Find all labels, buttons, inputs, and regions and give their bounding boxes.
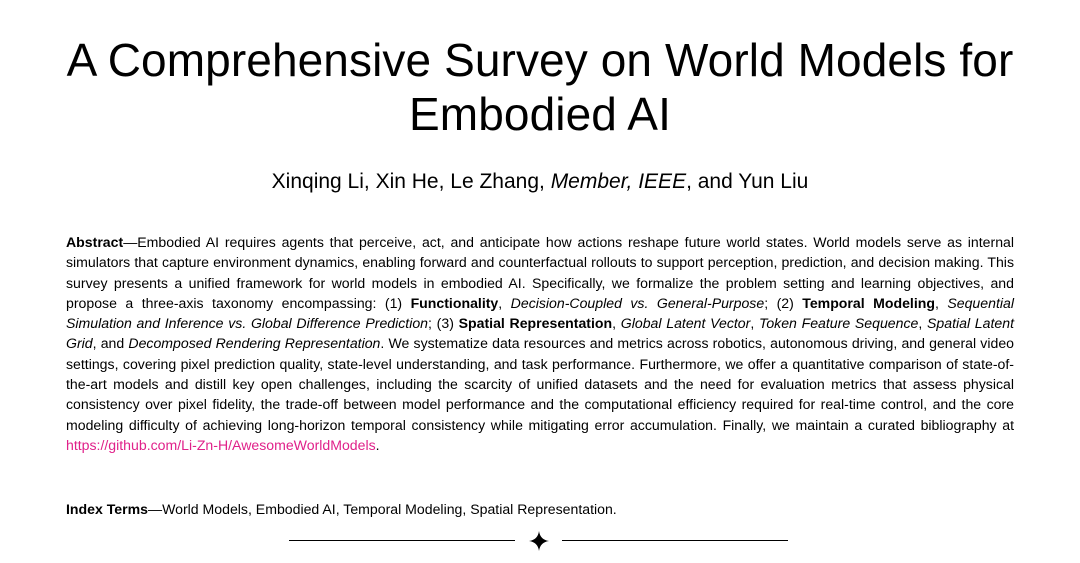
abstract-text: , and [92,335,129,352]
spatial-type-global-latent-vector: Global Latent Vector [620,315,751,332]
taxonomy-functionality: Functionality [410,294,499,311]
abstract-text: , [498,294,511,311]
author-names-last: , and Yun Liu [686,170,809,193]
divider-rule-left [289,540,515,541]
abstract-text: ; (2) [764,294,803,311]
abstract-text: Embodied AI requires agents that perceive, act, and anticipate how actions reshape future world states. World models serve as internal simulators that capture environment dynamics, enabling forward and counterfactual rollouts to support perception, prediction, and decision making. This survey presents a unified framework for world models in embodied AI. Specifically, we formalize the problem setting and learning objectives, and propose a three-axis taxonomy encompassing: (1) [66,234,1014,311]
section-divider [0,530,1080,552]
paper-title-line-1: A Comprehensive Survey on World Models for [66,34,1014,86]
abstract-text: , [612,315,621,332]
index-terms-dash: — [147,501,163,517]
abstract-text: , [934,294,948,311]
abstract-label: Abstract [66,234,124,250]
abstract-text: . We systematize data resources and metrics across robotics, autonomous driving, and general video settings, covering pixel prediction quality, state-level understanding, and task performance. Furthermore, we offer a quantitative comparison of state-of-the-art models and distill key open challenges, including the scarcity of unified datasets and the need for evaluation metrics that assess physical consistency over pixel fidelity, the trade-off between model performance and the computational efficiency required for real-time control, and the core modeling difficulty of achieving long-horizon temporal consistency while mitigating error accumulation. Finally, we maintain a curated bibliography at [66,335,1014,433]
taxonomy-temporal-modeling: Temporal Modeling [802,294,935,311]
spatial-type-decomposed-rendering: Decomposed Rendering Representation [128,335,381,352]
index-terms [66,499,1014,519]
index-terms-text: World Models, Embodied AI, Temporal Modeling, Spatial Representation. [162,501,617,517]
spatial-type-spatial-latent-grid: Spatial Latent Grid [66,315,1014,352]
abstract-text: , [918,315,927,332]
abstract-text: . [375,436,380,453]
abstract [66,232,1014,455]
taxonomy-temporal-types: Sequential Simulation and Inference vs. Global Difference Prediction [66,294,1014,332]
author-list [0,169,1080,195]
author-membership: Member, IEEE [550,170,687,193]
abstract-dash: — [123,234,138,250]
taxonomy-functionality-types: Decision-Coupled vs. General-Purpose [510,294,765,311]
author-names: Xinqing Li, Xin He, Le Zhang, [271,170,551,193]
taxonomy-spatial-representation: Spatial Representation [458,315,613,332]
four-point-star-icon [529,531,549,551]
paper-title [20,33,1060,141]
github-bibliography-link[interactable]: https://github.com/Li-Zn-H/AwesomeWorldModels [66,436,376,453]
index-terms-label: Index Terms [66,501,148,517]
abstract-text: ; (3) [428,315,459,332]
spatial-type-token-feature-sequence: Token Feature Sequence [759,315,919,332]
paper-title-line-2: Embodied AI [409,88,671,140]
abstract-text: , [750,315,759,332]
divider-rule-right [562,540,788,541]
